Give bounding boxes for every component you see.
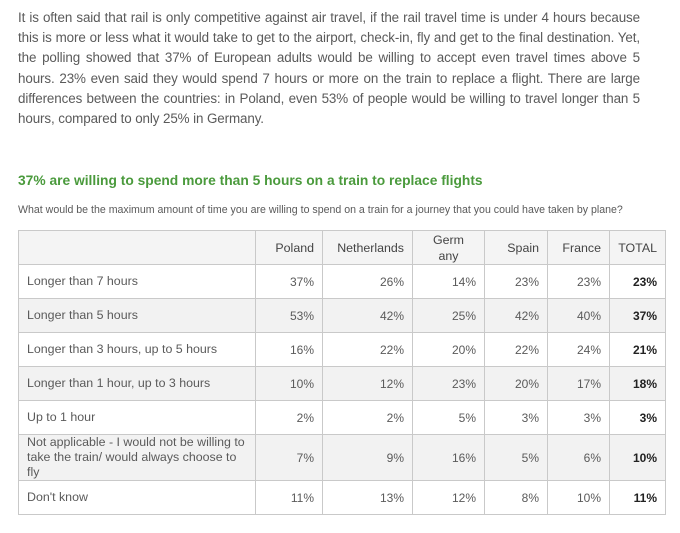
column-header-total: TOTAL xyxy=(610,231,666,265)
cell-france: 17% xyxy=(548,367,610,401)
cell-poland: 2% xyxy=(256,401,323,435)
cell-spain: 20% xyxy=(485,367,548,401)
table-row xyxy=(19,481,666,515)
cell-spain: 22% xyxy=(485,333,548,367)
cell-total: 10% xyxy=(610,435,666,481)
cell-france: 6% xyxy=(548,435,610,481)
column-header-spain: Spain xyxy=(485,231,548,265)
cell-germany: 20% xyxy=(413,333,485,367)
cell-france: 40% xyxy=(548,299,610,333)
cell-spain: 23% xyxy=(485,265,548,299)
cell-germany: 23% xyxy=(413,367,485,401)
column-header-germany: Germany xyxy=(413,231,485,265)
cell-poland: 16% xyxy=(256,333,323,367)
cell-poland: 10% xyxy=(256,367,323,401)
cell-netherlands: 12% xyxy=(323,367,413,401)
row-label: Longer than 5 hours xyxy=(19,299,256,333)
table-row xyxy=(19,401,666,435)
cell-netherlands: 13% xyxy=(323,481,413,515)
cell-germany: 25% xyxy=(413,299,485,333)
table-row xyxy=(19,435,666,481)
column-header-poland: Poland xyxy=(256,231,323,265)
cell-france: 23% xyxy=(548,265,610,299)
column-header-netherlands: Netherlands xyxy=(323,231,413,265)
table-row xyxy=(19,299,666,333)
row-label: Longer than 1 hour, up to 3 hours xyxy=(19,367,256,401)
cell-poland: 37% xyxy=(256,265,323,299)
cell-total: 11% xyxy=(610,481,666,515)
table-row xyxy=(19,265,666,299)
section-heading: 37% are willing to spend more than 5 hours on a train to replace flights xyxy=(18,173,483,188)
cell-total: 18% xyxy=(610,367,666,401)
cell-poland: 7% xyxy=(256,435,323,481)
cell-spain: 42% xyxy=(485,299,548,333)
intro-paragraph: It is often said that rail is only competitive against air travel, if the rail travel time is under 4 hours because this is more or less what it would take to get to the airport, check-in, fly and get to the final destination. Yet, the polling showed that 37% of European adults would be willing to accept even travel times above 5 hours. 23% even said they would spend 7 hours or more on the train to replace a flight. There are large differences between the countries: in Poland, even 53% of people would be willing to travel longer than 5 hours, compared to only 25% in Germany. xyxy=(18,10,640,127)
row-label: Longer than 3 hours, up to 5 hours xyxy=(19,333,256,367)
cell-poland: 53% xyxy=(256,299,323,333)
table-header-row xyxy=(19,231,666,265)
cell-spain: 8% xyxy=(485,481,548,515)
cell-germany: 14% xyxy=(413,265,485,299)
cell-total: 37% xyxy=(610,299,666,333)
results-table xyxy=(18,230,666,515)
row-label: Up to 1 hour xyxy=(19,401,256,435)
cell-france: 3% xyxy=(548,401,610,435)
header-blank-cell xyxy=(19,231,256,265)
cell-netherlands: 2% xyxy=(323,401,413,435)
cell-germany: 5% xyxy=(413,401,485,435)
cell-spain: 3% xyxy=(485,401,548,435)
table-row xyxy=(19,333,666,367)
cell-germany: 16% xyxy=(413,435,485,481)
cell-netherlands: 26% xyxy=(323,265,413,299)
cell-netherlands: 22% xyxy=(323,333,413,367)
cell-netherlands: 9% xyxy=(323,435,413,481)
cell-total: 23% xyxy=(610,265,666,299)
cell-france: 10% xyxy=(548,481,610,515)
cell-germany: 12% xyxy=(413,481,485,515)
row-label: Not applicable - I would not be willing to take the train/ would always choose to fly xyxy=(19,435,256,481)
cell-netherlands: 42% xyxy=(323,299,413,333)
row-label: Don't know xyxy=(19,481,256,515)
cell-total: 3% xyxy=(610,401,666,435)
cell-france: 24% xyxy=(548,333,610,367)
table-row xyxy=(19,367,666,401)
cell-spain: 5% xyxy=(485,435,548,481)
column-header-france: France xyxy=(548,231,610,265)
cell-poland: 11% xyxy=(256,481,323,515)
row-label: Longer than 7 hours xyxy=(19,265,256,299)
survey-question: What would be the maximum amount of time you are willing to spend on a train for a journey that you could have taken by plane? xyxy=(18,204,623,216)
cell-total: 21% xyxy=(610,333,666,367)
